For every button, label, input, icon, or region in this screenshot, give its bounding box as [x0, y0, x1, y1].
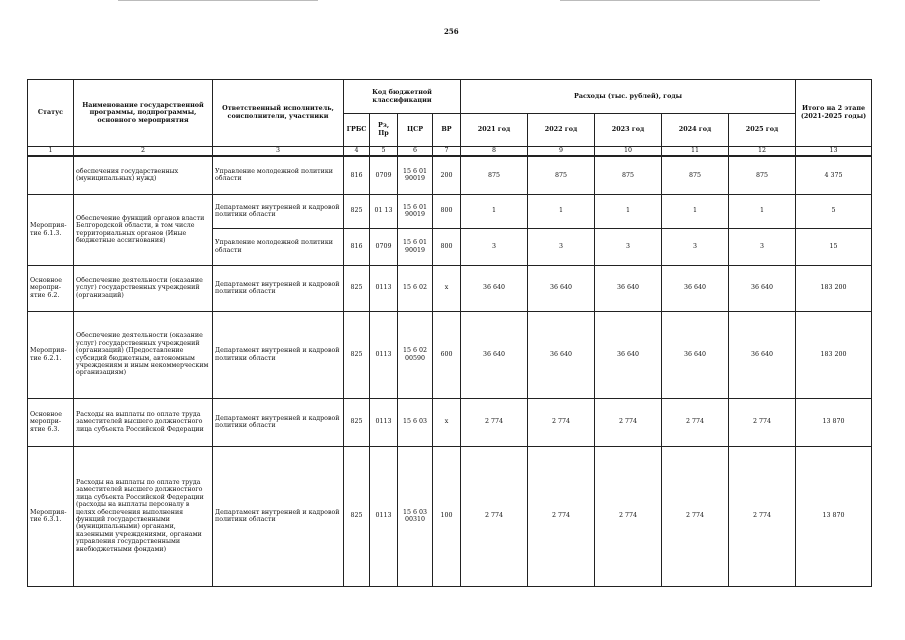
- row-value-2024: 1: [662, 194, 729, 228]
- row-total: 4 375: [796, 156, 872, 194]
- row-rzpr: 0113: [370, 398, 398, 446]
- table-row: [28, 194, 872, 228]
- row-value-2024: 2 774: [662, 398, 729, 446]
- column-index: 5: [370, 147, 398, 157]
- row-value-2025: 1: [729, 194, 796, 228]
- page-number: 256: [444, 27, 459, 36]
- row-csr: 15 6 03: [398, 398, 433, 446]
- table-row: [28, 156, 872, 194]
- row-value-2023: 36 640: [595, 311, 662, 398]
- column-index: 8: [461, 147, 528, 157]
- header-budget-code: Код бюджетной классификации: [344, 80, 461, 114]
- header-expenses: Расходы (тыс. рублей), годы: [461, 80, 796, 114]
- row-grbs: 825: [344, 398, 370, 446]
- row-grbs: 825: [344, 265, 370, 311]
- table-row: [28, 446, 872, 586]
- row-total: 183 200: [796, 311, 872, 398]
- column-index: 6: [398, 147, 433, 157]
- row-responsible: Департамент внутренней и кадровой политики области: [213, 446, 344, 586]
- column-index: 7: [433, 147, 461, 157]
- header-program-name: Наименование государственной программы, подпрограммы, основного мероприятия: [74, 80, 213, 147]
- row-value-2023: 3: [595, 228, 662, 265]
- row-value-2022: 875: [528, 156, 595, 194]
- row-total: 15: [796, 228, 872, 265]
- row-status: Мероприя-тие 6.3.1.: [28, 446, 74, 586]
- header-grbs: ГРБС: [344, 114, 370, 147]
- row-value-2025: 36 640: [729, 311, 796, 398]
- header-responsible: Ответственный исполнитель, соисполнители, участники: [213, 80, 344, 147]
- row-value-2022: 1: [528, 194, 595, 228]
- row-value-2025: 3: [729, 228, 796, 265]
- column-index-row: [28, 147, 872, 157]
- row-grbs: 816: [344, 156, 370, 194]
- row-name: Расходы на выплаты по оплате труда заместителей высшего должностного лица субъекта Российской Федерации (расходы на выплаты персоналу в целях обеспечения выполнения функций государственными (муниципальными) органами, казенными учреждениями, органами управления государственными внебюджетными фондами): [74, 446, 213, 586]
- row-name: Обеспечение деятельности (оказание услуг) государственных учреждений (организаций): [74, 265, 213, 311]
- row-total: 13 870: [796, 398, 872, 446]
- row-status: Мероприя-тие 6.1.3.: [28, 194, 74, 265]
- row-rzpr: 0113: [370, 265, 398, 311]
- row-status: Основное меропри-ятие 6.2.: [28, 265, 74, 311]
- row-value-2022: 3: [528, 228, 595, 265]
- row-value-2025: 2 774: [729, 398, 796, 446]
- row-responsible: Департамент внутренней и кадровой политики области: [213, 265, 344, 311]
- row-vr: х: [433, 265, 461, 311]
- header-year-2021: 2021 год: [461, 114, 528, 147]
- row-value-2022: 36 640: [528, 311, 595, 398]
- row-status: Основное меропри-ятие 6.3.: [28, 398, 74, 446]
- row-csr: 15 6 01 90019: [398, 228, 433, 265]
- header-csr: ЦСР: [398, 114, 433, 147]
- column-index: 10: [595, 147, 662, 157]
- header-year-2024: 2024 год: [662, 114, 729, 147]
- row-responsible: Управление молодежной политики области: [213, 156, 344, 194]
- row-value-2021: 3: [461, 228, 528, 265]
- row-value-2021: 36 640: [461, 311, 528, 398]
- row-total: 183 200: [796, 265, 872, 311]
- column-index: 2: [74, 147, 213, 157]
- row-responsible: Департамент внутренней и кадровой политики области: [213, 194, 344, 228]
- row-value-2023: 2 774: [595, 398, 662, 446]
- row-value-2024: 36 640: [662, 265, 729, 311]
- row-vr: х: [433, 398, 461, 446]
- row-value-2025: 2 774: [729, 446, 796, 586]
- budget-table: [27, 79, 872, 587]
- row-name: Обеспечение деятельности (оказание услуг) государственных учреждений (организаций) (Предоставление субсидий бюджетным, автономным учреждениям и иным некоммерческим организациям): [74, 311, 213, 398]
- row-status: Мероприя-тие 6.2.1.: [28, 311, 74, 398]
- row-responsible: Управление молодежной политики области: [213, 228, 344, 265]
- row-rzpr: 01 13: [370, 194, 398, 228]
- row-value-2024: 2 774: [662, 446, 729, 586]
- row-status: [28, 156, 74, 194]
- table-row: [28, 311, 872, 398]
- row-value-2023: 1: [595, 194, 662, 228]
- row-grbs: 825: [344, 194, 370, 228]
- header-status: Статус: [28, 80, 74, 147]
- row-total: 13 870: [796, 446, 872, 586]
- row-rzpr: 0113: [370, 311, 398, 398]
- row-csr: 15 6 01 90019: [398, 156, 433, 194]
- header-vr: ВР: [433, 114, 461, 147]
- header-year-2025: 2025 год: [729, 114, 796, 147]
- row-value-2021: 1: [461, 194, 528, 228]
- row-csr: 15 6 03 00310: [398, 446, 433, 586]
- row-vr: 200: [433, 156, 461, 194]
- column-index: 13: [796, 147, 872, 157]
- column-index: 12: [729, 147, 796, 157]
- row-value-2021: 2 774: [461, 446, 528, 586]
- column-index: 3: [213, 147, 344, 157]
- row-name: Расходы на выплаты по оплате труда заместителей высшего должностного лица субъекта Российской Федерации: [74, 398, 213, 446]
- row-value-2023: 875: [595, 156, 662, 194]
- row-vr: 800: [433, 228, 461, 265]
- row-value-2024: 875: [662, 156, 729, 194]
- row-value-2022: 2 774: [528, 398, 595, 446]
- row-grbs: 816: [344, 228, 370, 265]
- header-total: Итого на 2 этапе (2021-2025 годы): [796, 80, 872, 147]
- table-row: [28, 265, 872, 311]
- row-csr: 15 6 02 00590: [398, 311, 433, 398]
- row-vr: 100: [433, 446, 461, 586]
- row-rzpr: 0709: [370, 228, 398, 265]
- row-responsible: Департамент внутренней и кадровой политики области: [213, 311, 344, 398]
- row-total: 5: [796, 194, 872, 228]
- row-value-2025: 875: [729, 156, 796, 194]
- row-value-2021: 2 774: [461, 398, 528, 446]
- row-rzpr: 0113: [370, 446, 398, 586]
- row-name: обеспечения государственных (муниципальных) нужд): [74, 156, 213, 194]
- row-csr: 15 6 01 90019: [398, 194, 433, 228]
- column-index: 1: [28, 147, 74, 157]
- row-value-2024: 3: [662, 228, 729, 265]
- column-index: 4: [344, 147, 370, 157]
- row-value-2022: 36 640: [528, 265, 595, 311]
- header-year-2022: 2022 год: [528, 114, 595, 147]
- row-grbs: 825: [344, 311, 370, 398]
- row-value-2025: 36 640: [729, 265, 796, 311]
- top-edge-line: [560, 0, 820, 1]
- column-index: 11: [662, 147, 729, 157]
- table-row: [28, 398, 872, 446]
- row-csr: 15 6 02: [398, 265, 433, 311]
- row-value-2023: 2 774: [595, 446, 662, 586]
- row-value-2021: 875: [461, 156, 528, 194]
- row-value-2024: 36 640: [662, 311, 729, 398]
- row-vr: 800: [433, 194, 461, 228]
- header-rzpr: Рз, Пр: [370, 114, 398, 147]
- row-value-2023: 36 640: [595, 265, 662, 311]
- row-name: Обеспечение функций органов власти Белгородской области, в том числе территориальных органов (Иные бюджетные ассигнования): [74, 194, 213, 265]
- row-rzpr: 0709: [370, 156, 398, 194]
- column-index: 9: [528, 147, 595, 157]
- row-value-2021: 36 640: [461, 265, 528, 311]
- header-year-2023: 2023 год: [595, 114, 662, 147]
- row-grbs: 825: [344, 446, 370, 586]
- top-edge-line: [118, 0, 318, 1]
- row-value-2022: 2 774: [528, 446, 595, 586]
- row-responsible: Департамент внутренней и кадровой политики области: [213, 398, 344, 446]
- row-vr: 600: [433, 311, 461, 398]
